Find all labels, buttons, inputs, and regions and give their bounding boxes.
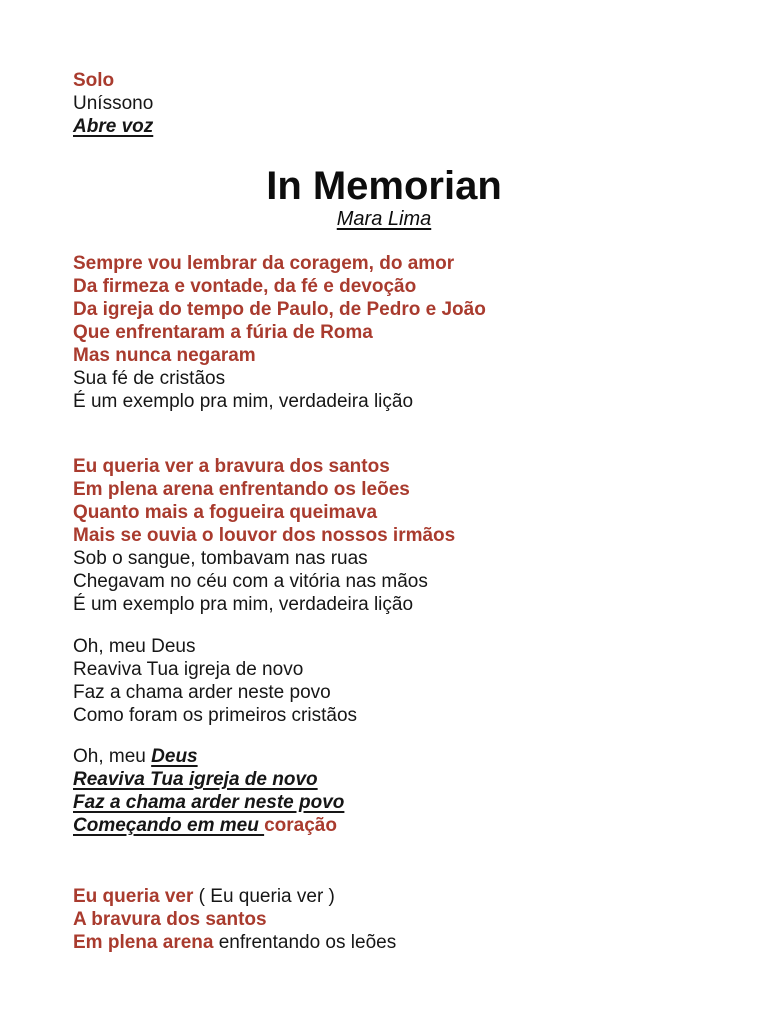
lyric-segment: Chegavam no céu com a vitória nas mãos bbox=[73, 571, 428, 592]
lyric-line bbox=[73, 344, 695, 367]
lyric-line bbox=[73, 658, 695, 681]
lyric-line bbox=[73, 745, 695, 768]
lyric-segment: Reaviva Tua igreja de novo bbox=[73, 769, 318, 790]
lyric-line bbox=[73, 298, 695, 321]
lyric-segment: Faz a chama arder neste povo bbox=[73, 792, 345, 813]
lyric-line bbox=[73, 931, 695, 954]
lyric-segment: Sua fé de cristãos bbox=[73, 368, 226, 389]
lyric-segment: Da igreja do tempo de Paulo, de Pedro e João bbox=[73, 299, 486, 320]
lyric-segment: Oh, meu bbox=[73, 746, 152, 767]
lyric-segment: Começando em meu bbox=[73, 815, 265, 836]
lyric-line bbox=[73, 768, 695, 791]
lyric-line bbox=[73, 681, 695, 704]
stanza-2 bbox=[73, 455, 695, 616]
lyric-line bbox=[73, 478, 695, 501]
lyric-line bbox=[73, 908, 695, 931]
song-title: In Memorian bbox=[266, 164, 502, 208]
lyric-line bbox=[73, 321, 695, 344]
lyric-segment: É um exemplo pra mim, verdadeira lição bbox=[73, 594, 414, 615]
note-solo: Solo bbox=[73, 70, 115, 91]
lyric-line bbox=[73, 455, 695, 478]
lyric-segment: Em plena arena enfrentando os leões bbox=[73, 479, 410, 500]
lyric-segment: Em plena arena bbox=[73, 932, 214, 953]
lyric-segment: Deus bbox=[151, 746, 198, 767]
lyric-segment: Oh, meu Deus bbox=[73, 636, 196, 657]
note-abre-voz: Abre voz bbox=[73, 116, 154, 137]
lyric-segment: Como foram os primeiros cristãos bbox=[73, 705, 358, 726]
lyric-line bbox=[73, 791, 695, 814]
lyric-segment: É um exemplo pra mim, verdadeira lição bbox=[73, 391, 414, 412]
lyric-segment: enfrentando os leões bbox=[213, 932, 397, 953]
lyric-line bbox=[73, 704, 695, 727]
lyric-segment: Sob o sangue, tombavam nas ruas bbox=[73, 548, 368, 569]
lyric-segment: coração bbox=[264, 815, 337, 836]
performance-notes bbox=[73, 69, 695, 138]
stanza-3 bbox=[73, 635, 695, 727]
lyric-line bbox=[73, 814, 695, 837]
lyric-segment: Quanto mais a fogueira queimava bbox=[73, 502, 378, 523]
lyric-line bbox=[73, 390, 695, 413]
lyric-line bbox=[73, 570, 695, 593]
lyric-segment: Eu queria ver bbox=[73, 886, 194, 907]
lyric-segment: Mas nunca negaram bbox=[73, 345, 256, 366]
stanza-1 bbox=[73, 252, 695, 413]
lyric-line bbox=[73, 885, 695, 908]
lyric-line bbox=[73, 367, 695, 390]
lyric-segment: Faz a chama arder neste povo bbox=[73, 682, 331, 703]
lyric-line bbox=[73, 524, 695, 547]
lyric-segment: Da firmeza e vontade, da fé e devoção bbox=[73, 276, 417, 297]
stanza-5 bbox=[73, 885, 695, 954]
lyric-segment: A bravura dos santos bbox=[73, 909, 267, 930]
lyric-line bbox=[73, 547, 695, 570]
lyric-line bbox=[73, 275, 695, 298]
song-author: Mara Lima bbox=[336, 208, 432, 230]
note-line bbox=[73, 115, 695, 138]
lyric-segment: ( Eu queria ver ) bbox=[193, 886, 335, 907]
lyric-segment: Sempre vou lembrar da coragem, do amor bbox=[73, 253, 455, 274]
lyric-line bbox=[73, 501, 695, 524]
lyric-segment: Mais se ouvia o louvor dos nossos irmãos bbox=[73, 525, 456, 546]
lyric-segment: Reaviva Tua igreja de novo bbox=[73, 659, 304, 680]
stanza-4 bbox=[73, 745, 695, 837]
lyric-segment: Eu queria ver a bravura dos santos bbox=[73, 456, 390, 477]
lyric-line bbox=[73, 635, 695, 658]
song-author-line bbox=[73, 208, 695, 231]
lyric-segment: Que enfrentaram a fúria de Roma bbox=[73, 322, 373, 343]
note-line bbox=[73, 92, 695, 115]
lyric-line bbox=[73, 252, 695, 275]
lyric-line bbox=[73, 593, 695, 616]
note-unissono: Uníssono bbox=[73, 93, 154, 114]
note-line bbox=[73, 69, 695, 92]
